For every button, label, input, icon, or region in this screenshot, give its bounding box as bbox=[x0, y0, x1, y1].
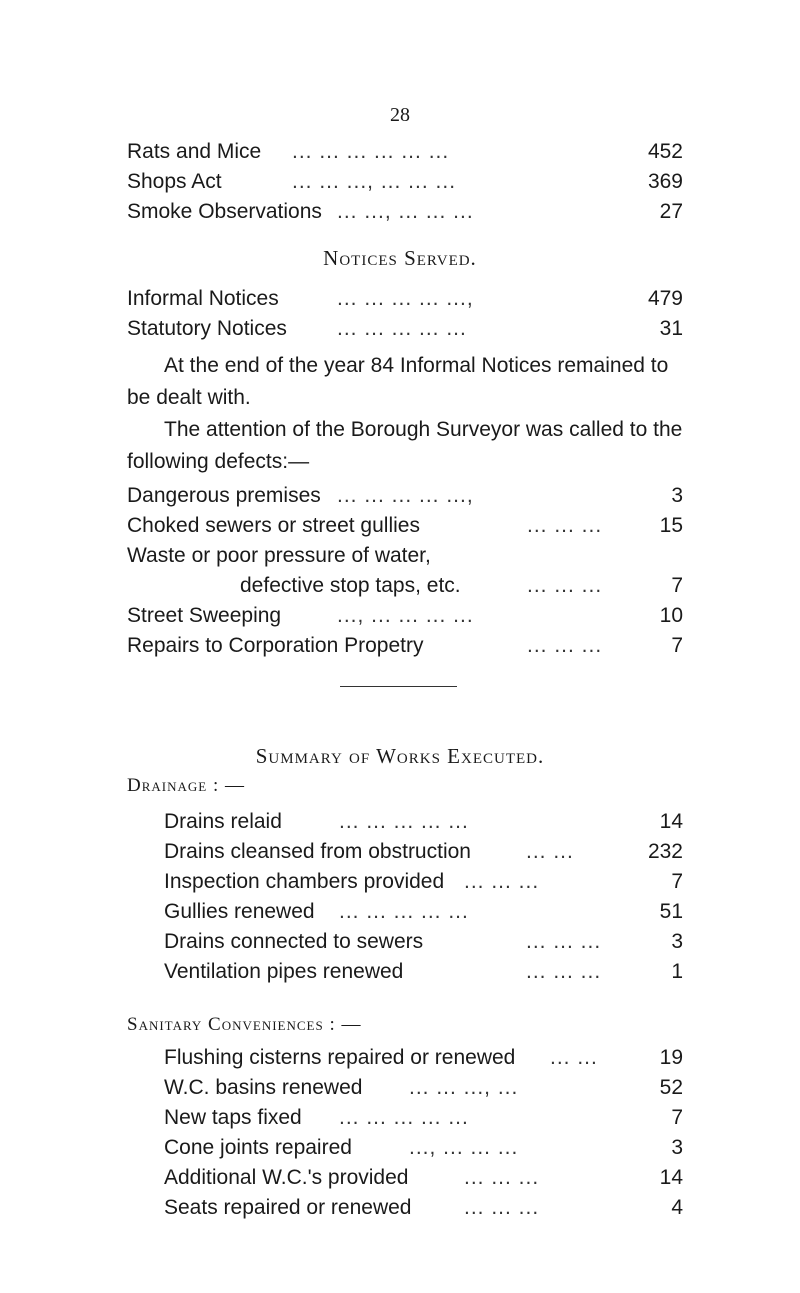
item-label: Statutory Notices bbox=[127, 317, 287, 340]
leader-dots: ... ... ... ... ..., bbox=[337, 484, 474, 507]
item-value: 15 bbox=[659, 514, 683, 537]
item-label: Ventilation pipes renewed bbox=[164, 960, 404, 983]
leader-dots: ... ... ... bbox=[464, 870, 540, 893]
paragraph-line: be dealt with. bbox=[127, 386, 251, 409]
item-label: New taps fixed bbox=[164, 1106, 302, 1129]
list-item bbox=[127, 511, 683, 541]
leader-dots: ... ... ..., ... bbox=[409, 1076, 519, 1099]
leader-dots: ... ... ... ... ... bbox=[337, 317, 467, 340]
item-value: 10 bbox=[659, 604, 683, 627]
item-label: Informal Notices bbox=[127, 287, 279, 310]
paragraph-line: following defects:— bbox=[127, 450, 310, 473]
summary-heading: Summary of Works Executed. bbox=[255, 744, 545, 768]
item-value: 3 bbox=[671, 1136, 683, 1159]
list-item bbox=[164, 1133, 683, 1163]
paragraph-line: The attention of the Borough Surveyor was called to the bbox=[164, 418, 683, 441]
list-item bbox=[127, 197, 683, 227]
item-label: Dangerous premises bbox=[127, 484, 321, 507]
item-label: Gullies renewed bbox=[164, 900, 315, 923]
leader-dots: ... ... ... bbox=[527, 514, 603, 537]
item-label: Seats repaired or renewed bbox=[164, 1196, 412, 1219]
item-label: Shops Act bbox=[127, 170, 222, 193]
list-item bbox=[164, 1163, 683, 1193]
item-value: 19 bbox=[659, 1046, 683, 1069]
leader-dots: ... ... ... ... ... bbox=[339, 900, 469, 923]
list-item bbox=[164, 1103, 683, 1133]
leader-dots: ... ... ... bbox=[527, 574, 603, 597]
leader-dots: ... ... ... ... ... bbox=[339, 1106, 469, 1129]
leader-dots: ... ... ... ... ..., bbox=[337, 287, 474, 310]
page-number: 28 bbox=[390, 104, 410, 126]
leader-dots: ... ... bbox=[526, 840, 574, 863]
list-item bbox=[127, 137, 683, 167]
leader-dots: ... ... ... ... ... ... bbox=[292, 140, 450, 163]
leader-dots: ..., ... ... ... ... bbox=[337, 604, 474, 627]
drainage-heading: Drainage : — bbox=[127, 775, 245, 796]
paragraph-surveyor bbox=[127, 414, 683, 478]
item-value: 51 bbox=[659, 900, 683, 923]
item-label: Additional W.C.'s provided bbox=[164, 1166, 409, 1189]
item-value: 27 bbox=[659, 200, 683, 223]
sanitary-heading: Sanitary Conveniences : — bbox=[127, 1014, 362, 1035]
list-item bbox=[127, 284, 683, 314]
list-item bbox=[164, 1043, 683, 1073]
item-label: Flushing cisterns repaired or renewed bbox=[164, 1046, 516, 1069]
item-value: 7 bbox=[671, 870, 683, 893]
item-value: 3 bbox=[671, 484, 683, 507]
list-item bbox=[127, 631, 683, 661]
item-value: 452 bbox=[647, 140, 683, 163]
leader-dots: ... ..., ... ... ... bbox=[337, 200, 474, 223]
list-item bbox=[127, 541, 683, 571]
item-value: 7 bbox=[671, 1106, 683, 1129]
list-item bbox=[164, 927, 683, 957]
item-label: Choked sewers or street gullies bbox=[127, 514, 420, 537]
item-value: 14 bbox=[659, 810, 683, 833]
leader-dots: ... ... bbox=[550, 1046, 598, 1069]
leader-dots: ..., ... ... ... bbox=[409, 1136, 519, 1159]
item-value: 479 bbox=[647, 287, 683, 310]
leader-dots: ... ... ... bbox=[464, 1166, 540, 1189]
item-label: Drains relaid bbox=[164, 810, 282, 833]
list-item bbox=[164, 1073, 683, 1103]
item-label: Smoke Observations bbox=[127, 200, 322, 223]
leader-dots: ... ... ... bbox=[526, 960, 602, 983]
leader-dots: ... ... ... bbox=[527, 634, 603, 657]
list-item bbox=[164, 867, 683, 897]
list-item bbox=[164, 807, 683, 837]
item-label: Drains connected to sewers bbox=[164, 930, 424, 953]
item-label: Cone joints repaired bbox=[164, 1136, 352, 1159]
item-value: 4 bbox=[671, 1196, 683, 1219]
paragraph-line: At the end of the year 84 Informal Notices remained to bbox=[164, 354, 669, 377]
item-value: 1 bbox=[671, 960, 683, 983]
divider bbox=[340, 686, 457, 687]
leader-dots: ... ... ... bbox=[464, 1196, 540, 1219]
item-label: defective stop taps, etc. bbox=[240, 574, 461, 597]
item-label: Street Sweeping bbox=[127, 604, 282, 627]
item-value: 3 bbox=[671, 930, 683, 953]
item-value: 7 bbox=[671, 574, 683, 597]
item-value: 52 bbox=[659, 1076, 683, 1099]
item-value: 14 bbox=[659, 1166, 683, 1189]
leader-dots: ... ... ..., ... ... ... bbox=[292, 170, 457, 193]
item-label: Repairs to Corporation Propetry bbox=[127, 634, 424, 657]
item-label: Rats and Mice bbox=[127, 140, 262, 163]
item-label: W.C. basins renewed bbox=[164, 1076, 363, 1099]
list-item bbox=[127, 167, 683, 197]
list-item bbox=[127, 571, 683, 601]
paragraph-notices-remaining bbox=[127, 350, 683, 414]
item-value: 369 bbox=[647, 170, 683, 193]
list-item bbox=[127, 314, 683, 344]
list-item bbox=[164, 897, 683, 927]
item-label: Drains cleansed from obstruction bbox=[164, 840, 471, 863]
notices-heading: Notices Served. bbox=[323, 246, 477, 270]
list-item bbox=[164, 957, 683, 987]
list-item bbox=[164, 837, 683, 867]
leader-dots: ... ... ... ... ... bbox=[339, 810, 469, 833]
item-value: 232 bbox=[647, 840, 683, 863]
list-item bbox=[127, 481, 683, 511]
list-item bbox=[164, 1193, 683, 1223]
item-value: 7 bbox=[671, 634, 683, 657]
item-label: Inspection chambers provided bbox=[164, 870, 445, 893]
item-value: 31 bbox=[659, 317, 683, 340]
leader-dots: ... ... ... bbox=[526, 930, 602, 953]
item-label: Waste or poor pressure of water, bbox=[127, 544, 431, 567]
list-item bbox=[127, 601, 683, 631]
